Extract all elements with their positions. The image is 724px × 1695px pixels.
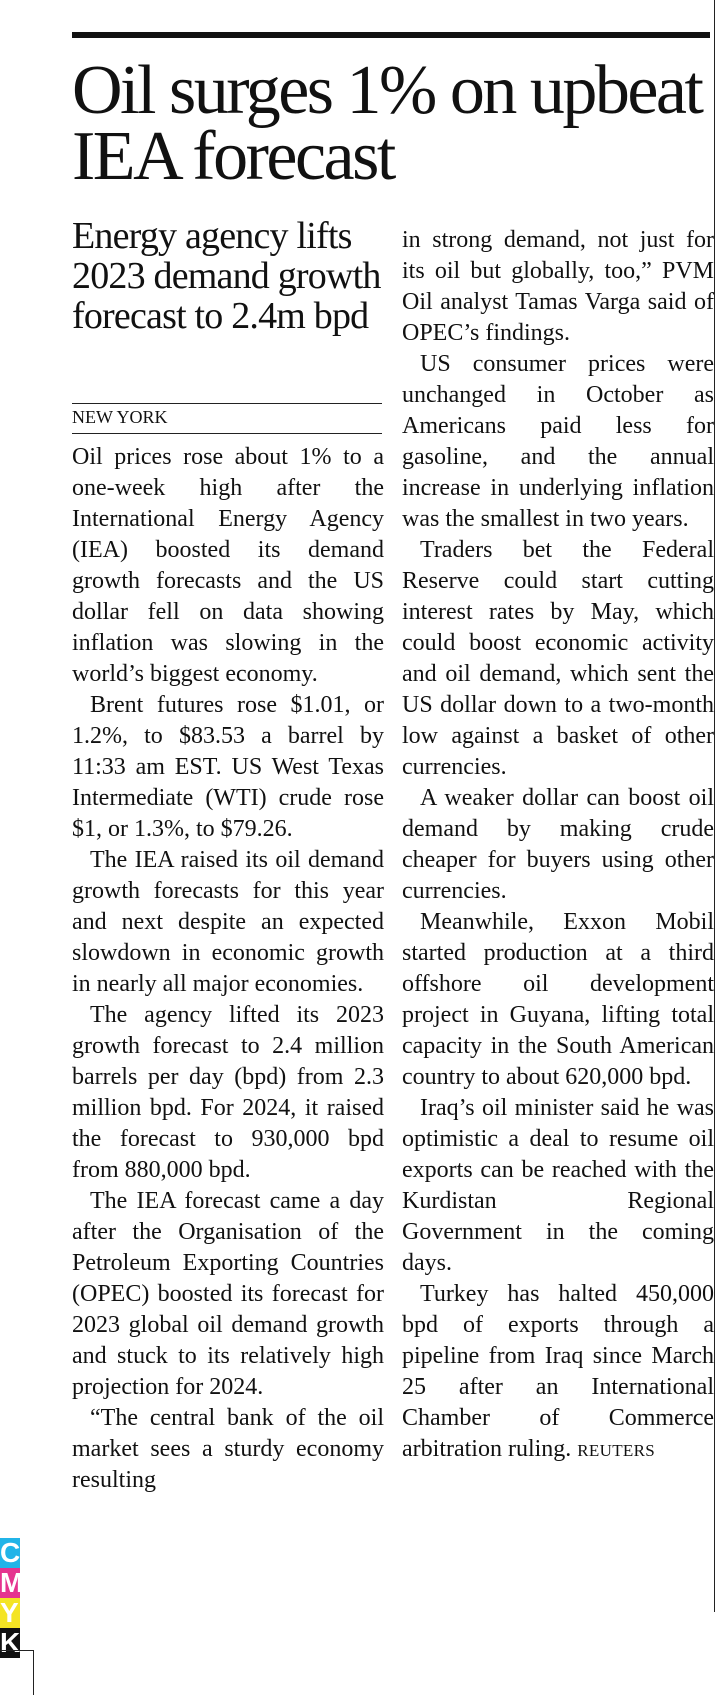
cmyk-magenta: M <box>0 1567 24 1598</box>
paragraph: Meanwhile, Exxon Mobil started production at a third offshore oil development project in Guyana, lifting total capacity in the South American country to about 620,000 bpd. <box>402 909 714 1090</box>
paragraph: Brent futures rose $1.01, or 1.2%, to $83.53 a barrel by 11:33 am EST. US West Texas Intermediate (WTI) crude rose $1, or 1.3%, to $79.26. <box>72 692 384 842</box>
paragraph: Iraq’s oil minister said he was optimistic a deal to resume oil exports can be reached with the Kurdistan Regional Government in the coming days. <box>402 1095 714 1276</box>
paragraph: A weaker dollar can boost oil demand by making crude cheaper for buyers using other currencies. <box>402 785 714 904</box>
headline: Oil surges 1% on upbeat IEA forecast <box>72 52 702 195</box>
paragraph: Oil prices rose about 1% to a one-week high after the International Energy Agency (IEA) boosted its demand growth forecasts and the US dollar fell on data showing inflation was slowing in the world’s biggest economy. <box>72 444 384 687</box>
paragraph: The agency lifted its 2023 growth forecast to 2.4 million barrels per day (bpd) from 2.3 million bpd. For 2024, it raised the forecast to 930,000 bpd from 880,000 bpd. <box>72 1002 384 1183</box>
cmyk-black: K <box>0 1627 21 1658</box>
subhead: Energy agency lifts 2023 demand growth forecast to 2.4m bpd <box>72 215 381 337</box>
cmyk-cyan: C <box>0 1537 21 1568</box>
paragraph-last <box>402 1279 714 1466</box>
top-rule <box>72 32 710 38</box>
paragraph: The IEA forecast came a day after the Organisation of the Petroleum Exporting Countries (OPEC) boosted its forecast for 2023 global oil demand growth and stuck to its relatively high projection for 2024. <box>72 1188 384 1400</box>
article-column-1 <box>72 442 384 1496</box>
paragraph: Traders bet the Federal Reserve could start cutting interest rates by May, which could boost economic activity and oil demand, which sent the US dollar down to a two-month low against a basket of other currencies. <box>402 537 714 780</box>
dateline-rule-bottom <box>72 433 382 434</box>
paragraph-text: Turkey has halted 450,000 bpd of exports through a pipeline from Iraq since March 25 after an International Chamber of Commerce arbitration ruling. <box>402 1281 714 1462</box>
cmyk-yellow: Y <box>0 1597 19 1628</box>
dateline-rule-top <box>72 403 382 404</box>
dateline: NEW YORK <box>72 407 168 427</box>
credit: REUTERS <box>577 1441 655 1460</box>
paragraph: The IEA raised its oil demand growth forecasts for this year and next despite an expected slowdown in economic growth in nearly all major economies. <box>72 847 384 997</box>
column-divider <box>714 0 715 1612</box>
cmyk-registration-marks <box>0 1537 24 1658</box>
article-column-2 <box>402 225 714 1466</box>
paragraph: “The central bank of the oil market sees a sturdy economy resulting <box>72 1405 384 1493</box>
paragraph-continuation: in strong demand, not just for its oil but globally, too,” PVM Oil analyst Tamas Varga said of OPEC’s findings. <box>402 227 714 346</box>
crop-mark <box>0 1650 34 1695</box>
paragraph: US consumer prices were unchanged in October as Americans paid less for gasoline, and the annual increase in underlying inflation was the smallest in two years. <box>402 351 714 532</box>
